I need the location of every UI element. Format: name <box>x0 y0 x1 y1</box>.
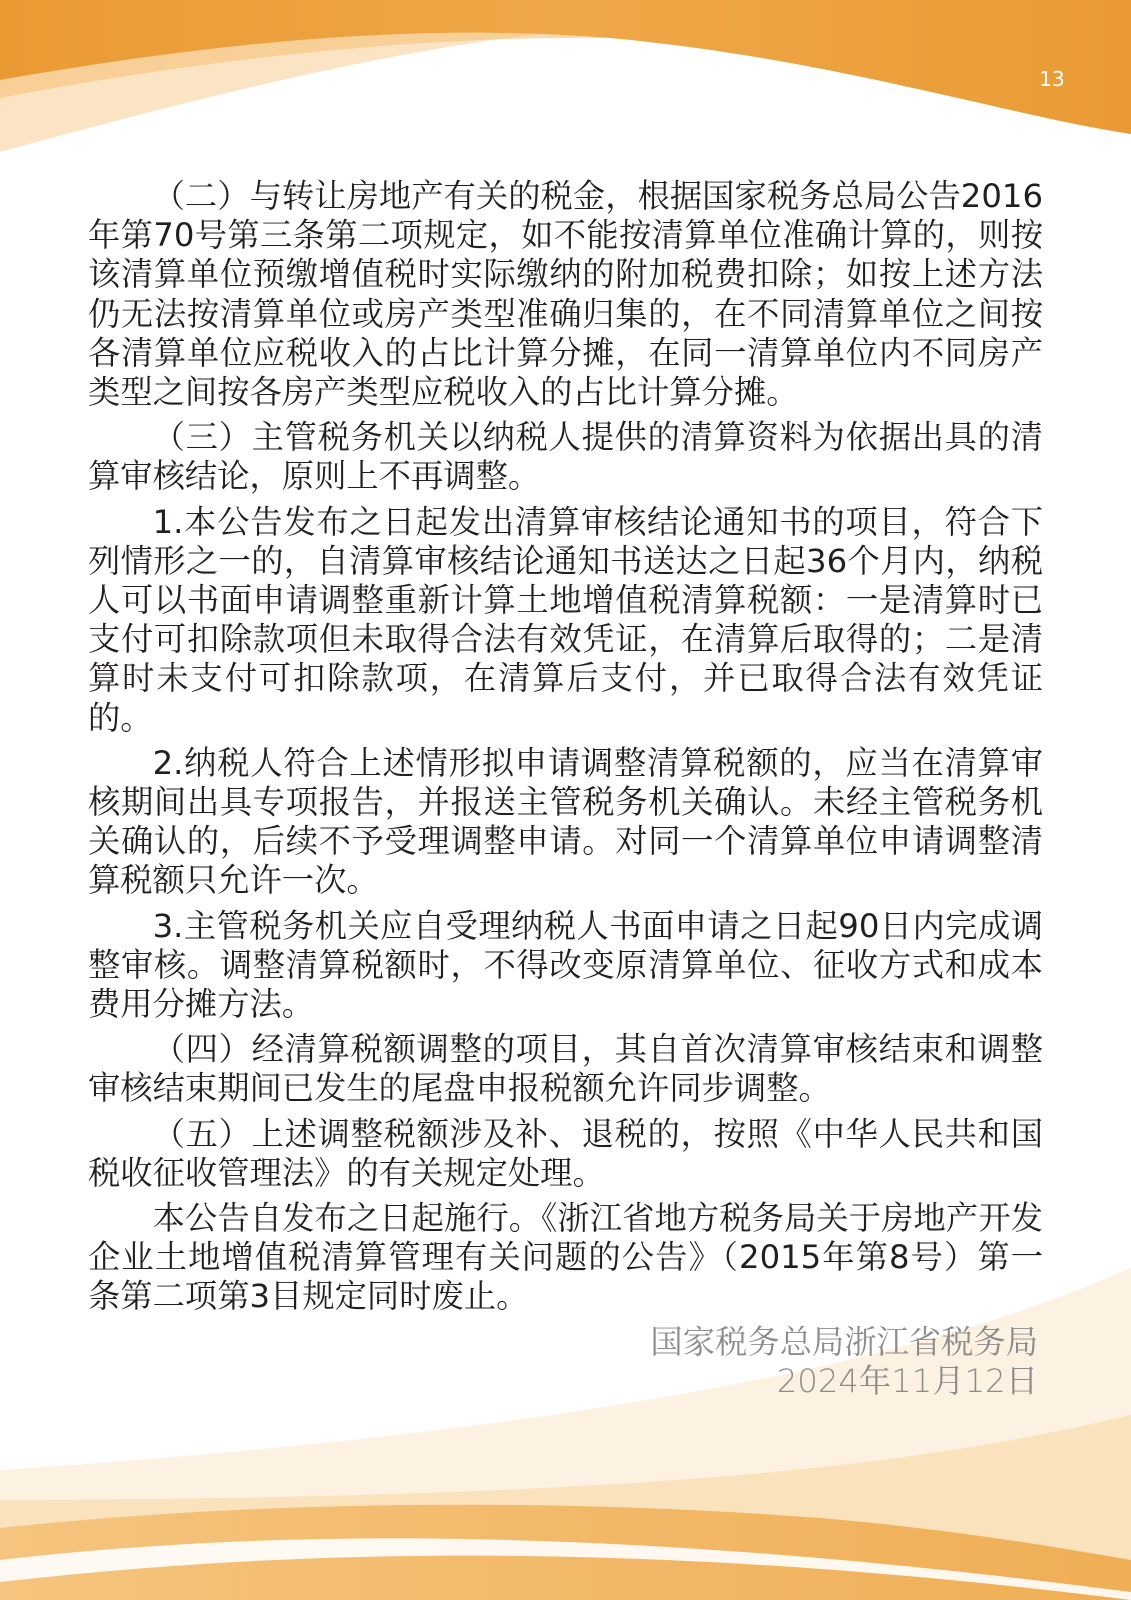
signature-block <box>88 1323 1043 1401</box>
paragraph-section-2-taxes: （二）与转让房地产有关的税金，根据国家税务总局公告2016年第70号第三条第二项规定，如不能按清算单位准确计算的，则按该清算单位预缴增值税时实际缴纳的附加税费扣除；如按上述方法仍无法按清算单位或房产类型准确归集的，在不同清算单位之间按各清算单位应税收入的占比计算分摊，在同一清算单位内不同房产类型之间按各房产类型应税收入的占比计算分摊。 <box>88 177 1043 412</box>
paragraph-section-4-adjustment: （四）经清算税额调整的项目，其自首次清算审核结束和调整审核结束期间已发生的尾盘申报税额允许同步调整。 <box>88 1030 1043 1108</box>
paragraph-item-2: 2.纳税人符合上述情形拟申请调整清算税额的，应当在清算审核期间出具专项报告，并报送主管税务机关确认。未经主管税务机关确认的，后续不予受理调整申请。对同一个清算单位申请调整清算税额只允许一次。 <box>88 743 1043 900</box>
document-body <box>88 177 1043 1401</box>
signature-issuer: 国家税务总局浙江省税务局 <box>650 1322 1038 1361</box>
signature-date: 2024年11月12日 <box>776 1361 1038 1400</box>
page-number: 13 <box>1039 67 1065 91</box>
paragraph-item-3: 3.主管税务机关应自受理纳税人书面申请之日起90日内完成调整审核。调整清算税额时，不得改变原清算单位、征收方式和成本费用分摊方法。 <box>88 906 1043 1024</box>
paragraph-section-3-audit-conclusion: （三）主管税务机关以纳税人提供的清算资料为依据出具的清算审核结论，原则上不再调整。 <box>88 418 1043 496</box>
paragraph-section-5-refund: （五）上述调整税额涉及补、退税的，按照《中华人民共和国税收征收管理法》的有关规定处理。 <box>88 1114 1043 1192</box>
paragraph-effective-date: 本公告自发布之日起施行。《浙江省地方税务局关于房地产开发企业土地增值税清算管理有关问题的公告》（2015年第8号）第一条第二项第3目规定同时废止。 <box>88 1199 1043 1316</box>
paragraph-item-1: 1.本公告发布之日起发出清算审核结论通知书的项目，符合下列情形之一的，自清算审核结论通知书送达之日起36个月内，纳税人可以书面申请调整重新计算土地增值税清算税额：一是清算时已支付可扣除款项但未取得合法有效凭证，在清算后取得的；二是清算时未支付可扣除款项，在清算后支付，并已取得合法有效凭证的。 <box>88 502 1043 737</box>
